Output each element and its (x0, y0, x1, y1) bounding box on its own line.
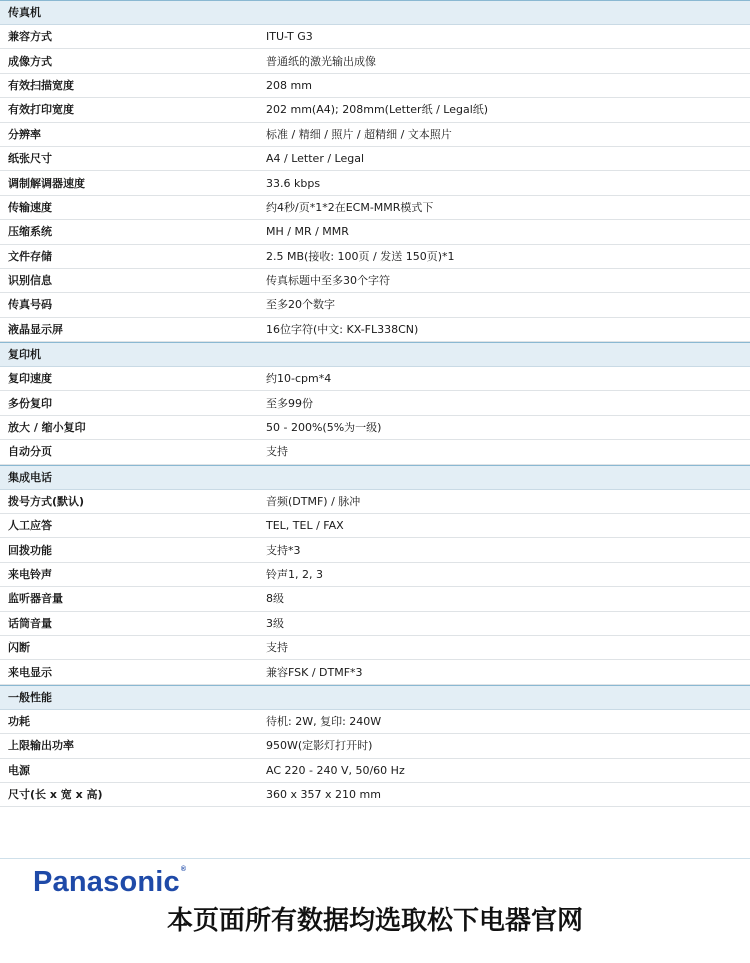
spec-row (0, 98, 750, 122)
spec-label: 有效扫描宽度 (8, 78, 74, 92)
spec-value: 铃声1, 2, 3 (266, 568, 323, 581)
spec-label: 监听器音量 (8, 592, 63, 606)
spec-value: 待机: 2W, 复印: 240W (266, 714, 382, 728)
spec-label: 功耗 (8, 714, 30, 728)
spec-value: 约10-cpm*4 (266, 372, 332, 386)
spec-row (0, 49, 750, 73)
section-header (0, 342, 750, 367)
spec-row (0, 612, 750, 636)
spec-value: 202 mm(A4); 208mm(Letter纸 / Legal纸) (266, 103, 489, 117)
spec-value: 支持 (266, 445, 288, 459)
section-title: 传真机 (8, 6, 41, 19)
spec-row (0, 171, 750, 195)
spec-row (0, 269, 750, 293)
spec-value: 16位字符(中文: KX-FL338CN) (266, 322, 419, 336)
spec-value: 标准 / 精细 / 照片 / 超精细 / 文本照片 (266, 127, 452, 141)
spec-label: 放大 / 缩小复印 (8, 421, 86, 435)
spec-label: 多份复印 (8, 396, 52, 410)
section-header (0, 685, 750, 710)
section-title: 一般性能 (8, 690, 52, 704)
spec-label: 来电铃声 (8, 568, 52, 581)
spec-label: 来电显示 (8, 665, 52, 679)
spec-value: 约4秒/页*1*2在ECM-MMR模式下 (266, 200, 434, 214)
spec-label: 调制解调器速度 (8, 176, 85, 190)
spec-row (0, 440, 750, 464)
spec-value: 至多20个数字 (266, 298, 335, 312)
spec-value: 普通纸的激光输出成像 (266, 54, 376, 68)
spec-row (0, 490, 750, 514)
spec-row (0, 660, 750, 684)
spec-label: 尺寸(长 x 宽 x 高) (8, 788, 103, 802)
spec-row (0, 367, 750, 391)
spec-value: 支持 (266, 641, 288, 655)
spec-label: 电源 (8, 763, 30, 777)
source-note: 本页面所有数据均选取松下电器官网 (166, 906, 583, 936)
spec-value: 音频(DTMF) / 脉冲 (266, 494, 361, 508)
spec-value: 兼容FSK / DTMF*3 (266, 665, 363, 679)
spec-row (0, 759, 750, 783)
spec-value: 3级 (266, 616, 284, 630)
spec-label: 纸张尺寸 (8, 152, 52, 166)
spec-row (0, 318, 750, 342)
section-title: 复印机 (8, 348, 41, 362)
spec-value: 2.5 MB(接收: 100页 / 发送 150页)*1 (266, 249, 455, 263)
spec-label: 话筒音量 (8, 616, 52, 630)
logo-text: Panasonic (33, 866, 180, 898)
spec-row (0, 636, 750, 660)
spec-value: 50 - 200%(5%为一级) (266, 421, 382, 435)
spec-value: 支持*3 (266, 543, 301, 557)
spec-label: 人工应答 (8, 519, 52, 533)
spec-row (0, 416, 750, 440)
spec-row (0, 74, 750, 98)
spec-label: 传真号码 (8, 298, 52, 312)
spec-value: TEL, TEL / FAX (266, 519, 344, 533)
spec-row (0, 220, 750, 244)
spec-value: 208 mm (266, 78, 312, 92)
spec-label: 复印速度 (8, 372, 52, 386)
spec-value: 360 x 357 x 210 mm (266, 788, 381, 802)
spec-label: 压缩系统 (8, 225, 52, 239)
spec-row (0, 563, 750, 587)
spec-label: 识别信息 (8, 274, 52, 288)
spec-label: 有效打印宽度 (8, 103, 74, 117)
spec-label: 分辨率 (8, 127, 41, 141)
spec-row (0, 391, 750, 415)
spec-value: 8级 (266, 592, 284, 606)
spec-label: 液晶显示屏 (8, 322, 63, 336)
spec-row (0, 514, 750, 538)
spec-row (0, 25, 750, 49)
panasonic-logo (33, 866, 186, 899)
section-header (0, 0, 750, 25)
spec-label: 回拨功能 (8, 543, 52, 557)
spec-value: MH / MR / MMR (266, 225, 349, 239)
spec-row (0, 538, 750, 562)
spec-row (0, 587, 750, 611)
spec-label: 上限输出功率 (8, 739, 74, 753)
spec-value: 33.6 kbps (266, 176, 321, 190)
spec-row (0, 710, 750, 734)
spec-row (0, 293, 750, 317)
spec-row (0, 734, 750, 758)
section-title: 集成电话 (8, 470, 52, 484)
spec-label: 兼容方式 (8, 30, 52, 44)
spec-value: 至多99份 (266, 396, 313, 410)
spec-value: ITU-T G3 (266, 30, 313, 44)
spec-row (0, 245, 750, 269)
spec-row (0, 147, 750, 171)
spec-value: 950W(定影灯打开时) (266, 739, 373, 753)
spec-label: 自动分页 (8, 445, 52, 459)
spec-label: 拨号方式(默认) (8, 494, 85, 508)
spec-row (0, 196, 750, 220)
section-header (0, 465, 750, 490)
spec-row (0, 123, 750, 147)
spec-label: 传输速度 (8, 200, 52, 214)
spec-value: A4 / Letter / Legal (266, 152, 365, 166)
spec-value: AC 220 - 240 V, 50/60 Hz (266, 763, 405, 777)
footer-divider (0, 858, 750, 859)
spec-label: 文件存储 (8, 249, 52, 263)
registered-mark: ® (180, 866, 187, 873)
spec-value: 传真标题中至多30个字符 (266, 274, 390, 288)
spec-label: 成像方式 (8, 54, 52, 68)
spec-label: 闪断 (8, 641, 30, 655)
spec-row (0, 783, 750, 807)
